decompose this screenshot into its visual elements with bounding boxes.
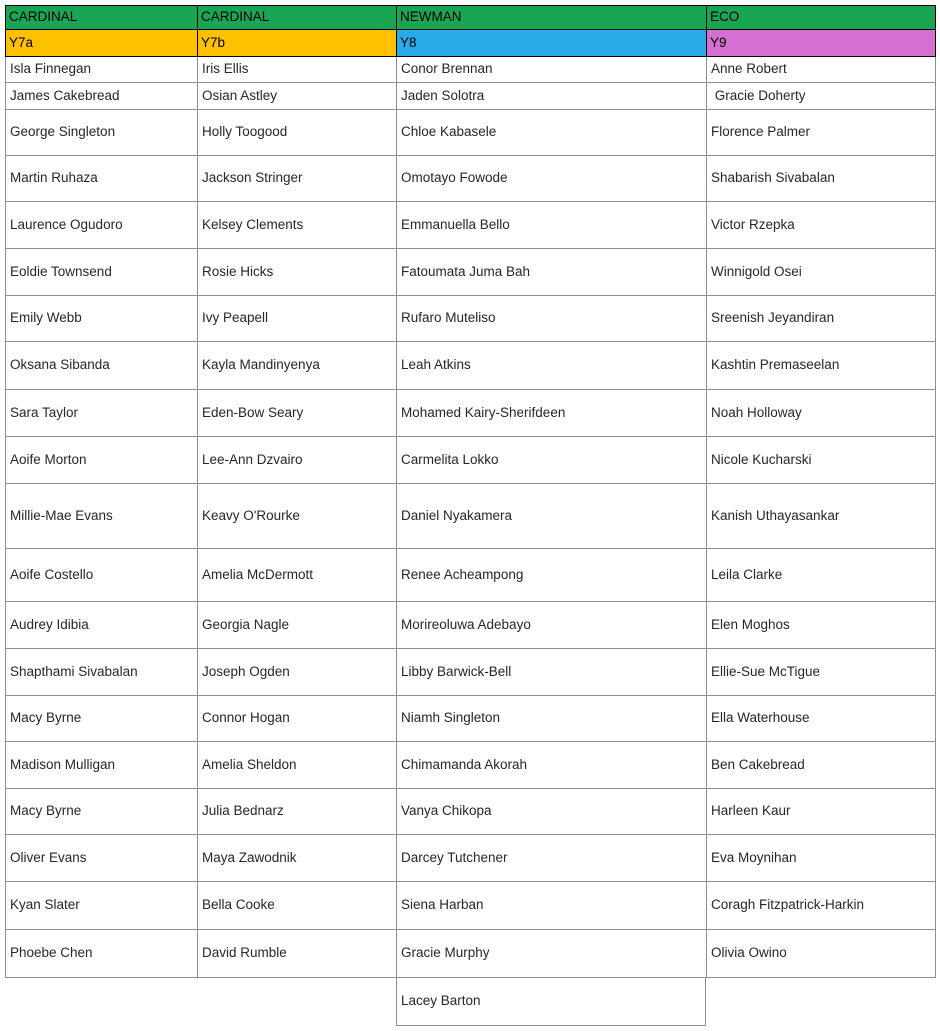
student-name-cell[interactable]: Millie-Mae Evans <box>5 484 197 549</box>
house-header-cell[interactable]: ECO <box>706 5 936 30</box>
student-name-cell[interactable]: Amelia McDermott <box>197 549 396 602</box>
student-name-cell[interactable]: Coragh Fitzpatrick-Harkin <box>706 882 936 930</box>
student-name-cell[interactable]: Lee-Ann Dzvairo <box>197 437 396 484</box>
student-name-cell[interactable]: Osian Astley <box>197 83 396 110</box>
student-name-cell[interactable]: Aoife Morton <box>5 437 197 484</box>
student-name-cell[interactable]: Vanya Chikopa <box>396 789 706 835</box>
student-name-cell[interactable]: Carmelita Lokko <box>396 437 706 484</box>
year-header-cell[interactable]: Y7b <box>197 30 396 57</box>
student-name-cell[interactable]: Julia Bednarz <box>197 789 396 835</box>
student-name-cell[interactable]: Olivia Owino <box>706 930 936 978</box>
student-name-cell[interactable]: Omotayo Fowode <box>396 156 706 202</box>
student-name-cell[interactable]: Kyan Slater <box>5 882 197 930</box>
student-name-cell[interactable]: George Singleton <box>5 110 197 156</box>
student-name-cell[interactable]: Shabarish Sivabalan <box>706 156 936 202</box>
student-name-cell[interactable]: Iris Ellis <box>197 57 396 83</box>
student-name-cell[interactable]: Elen Moghos <box>706 602 936 649</box>
student-name-cell[interactable]: Shapthami Sivabalan <box>5 649 197 696</box>
student-name-cell[interactable]: Amelia Sheldon <box>197 742 396 789</box>
student-name-cell[interactable]: Ivy Peapell <box>197 296 396 342</box>
student-name-cell[interactable]: Isla Finnegan <box>5 57 197 83</box>
student-name-cell[interactable]: Kayla Mandinyenya <box>197 342 396 390</box>
student-name-cell[interactable]: Rufaro Muteliso <box>396 296 706 342</box>
student-name-cell[interactable]: Joseph Ogden <box>197 649 396 696</box>
student-name-cell[interactable]: Holly Toogood <box>197 110 396 156</box>
student-name-cell[interactable]: David Rumble <box>197 930 396 978</box>
student-name-cell[interactable]: Noah Holloway <box>706 390 936 437</box>
student-name-cell[interactable]: Siena Harban <box>396 882 706 930</box>
student-name-cell[interactable]: Lacey Barton <box>396 978 706 1026</box>
student-name-cell[interactable]: Morireoluwa Adebayo <box>396 602 706 649</box>
student-name-cell[interactable]: Leah Atkins <box>396 342 706 390</box>
student-name-cell[interactable]: Florence Palmer <box>706 110 936 156</box>
student-name-cell[interactable]: Eva Moynihan <box>706 835 936 882</box>
student-name-cell[interactable]: Macy Byrne <box>5 789 197 835</box>
student-name-cell[interactable]: Emily Webb <box>5 296 197 342</box>
student-name-cell[interactable]: Chloe Kabasele <box>396 110 706 156</box>
student-name-cell[interactable]: Chimamanda Akorah <box>396 742 706 789</box>
student-name-cell[interactable]: Laurence Ogudoro <box>5 202 197 249</box>
student-name-cell[interactable]: Keavy O'Rourke <box>197 484 396 549</box>
student-name-cell[interactable]: Gracie Doherty <box>706 83 936 110</box>
student-name-cell[interactable]: Conor Brennan <box>396 57 706 83</box>
student-name-cell[interactable]: Macy Byrne <box>5 696 197 742</box>
student-name-cell[interactable]: Maya Zawodnik <box>197 835 396 882</box>
year-header-cell[interactable]: Y9 <box>706 30 936 57</box>
student-name-cell[interactable]: Niamh Singleton <box>396 696 706 742</box>
student-name-cell[interactable]: Sara Taylor <box>5 390 197 437</box>
student-name-cell[interactable]: Connor Hogan <box>197 696 396 742</box>
student-name-cell[interactable]: Aoife Costello <box>5 549 197 602</box>
student-name-cell[interactable]: Victor Rzepka <box>706 202 936 249</box>
student-name-cell[interactable]: Audrey Idibia <box>5 602 197 649</box>
student-name-cell[interactable]: James Cakebread <box>5 83 197 110</box>
student-table-wrap <box>5 5 936 1026</box>
student-name-cell[interactable]: Emmanuella Bello <box>396 202 706 249</box>
student-name-cell[interactable]: Leila Clarke <box>706 549 936 602</box>
student-name-cell[interactable]: Jackson Stringer <box>197 156 396 202</box>
student-name-cell[interactable]: Eden-Bow Seary <box>197 390 396 437</box>
student-name-cell[interactable]: Nicole Kucharski <box>706 437 936 484</box>
student-name-cell[interactable]: Oliver Evans <box>5 835 197 882</box>
student-name-cell[interactable]: Jaden Solotra <box>396 83 706 110</box>
student-name-cell[interactable]: Winnigold Osei <box>706 249 936 296</box>
student-name-cell[interactable]: Sreenish Jeyandiran <box>706 296 936 342</box>
student-name-cell[interactable]: Fatoumata Juma Bah <box>396 249 706 296</box>
student-name-cell[interactable]: Kashtin Premaseelan <box>706 342 936 390</box>
student-name-cell[interactable]: Daniel Nyakamera <box>396 484 706 549</box>
student-name-cell[interactable]: Martin Ruhaza <box>5 156 197 202</box>
student-name-cell[interactable]: Eoldie Townsend <box>5 249 197 296</box>
student-name-cell[interactable]: Libby Barwick-Bell <box>396 649 706 696</box>
student-name-cell[interactable]: Phoebe Chen <box>5 930 197 978</box>
student-name-cell[interactable]: Madison Mulligan <box>5 742 197 789</box>
student-name-cell[interactable]: Mohamed Kairy-Sherifdeen <box>396 390 706 437</box>
student-table <box>5 5 936 1026</box>
student-name-cell[interactable]: Kanish Uthayasankar <box>706 484 936 549</box>
student-name-cell[interactable]: Harleen Kaur <box>706 789 936 835</box>
student-name-cell[interactable]: Gracie Murphy <box>396 930 706 978</box>
year-header-cell[interactable]: Y7a <box>5 30 197 57</box>
student-name-cell[interactable]: Kelsey Clements <box>197 202 396 249</box>
student-name-cell[interactable]: Rosie Hicks <box>197 249 396 296</box>
student-name-cell[interactable]: Ellie-Sue McTigue <box>706 649 936 696</box>
student-name-cell[interactable]: Renee Acheampong <box>396 549 706 602</box>
house-header-cell[interactable]: CARDINAL <box>197 5 396 30</box>
year-header-cell[interactable]: Y8 <box>396 30 706 57</box>
student-name-cell[interactable]: Georgia Nagle <box>197 602 396 649</box>
student-name-cell[interactable]: Oksana Sibanda <box>5 342 197 390</box>
student-name-cell[interactable]: Bella Cooke <box>197 882 396 930</box>
student-name-cell[interactable]: Ben Cakebread <box>706 742 936 789</box>
house-header-cell[interactable]: CARDINAL <box>5 5 197 30</box>
student-name-cell[interactable]: Darcey Tutchener <box>396 835 706 882</box>
student-name-cell[interactable]: Ella Waterhouse <box>706 696 936 742</box>
house-header-cell[interactable]: NEWMAN <box>396 5 706 30</box>
student-name-cell[interactable]: Anne Robert <box>706 57 936 83</box>
